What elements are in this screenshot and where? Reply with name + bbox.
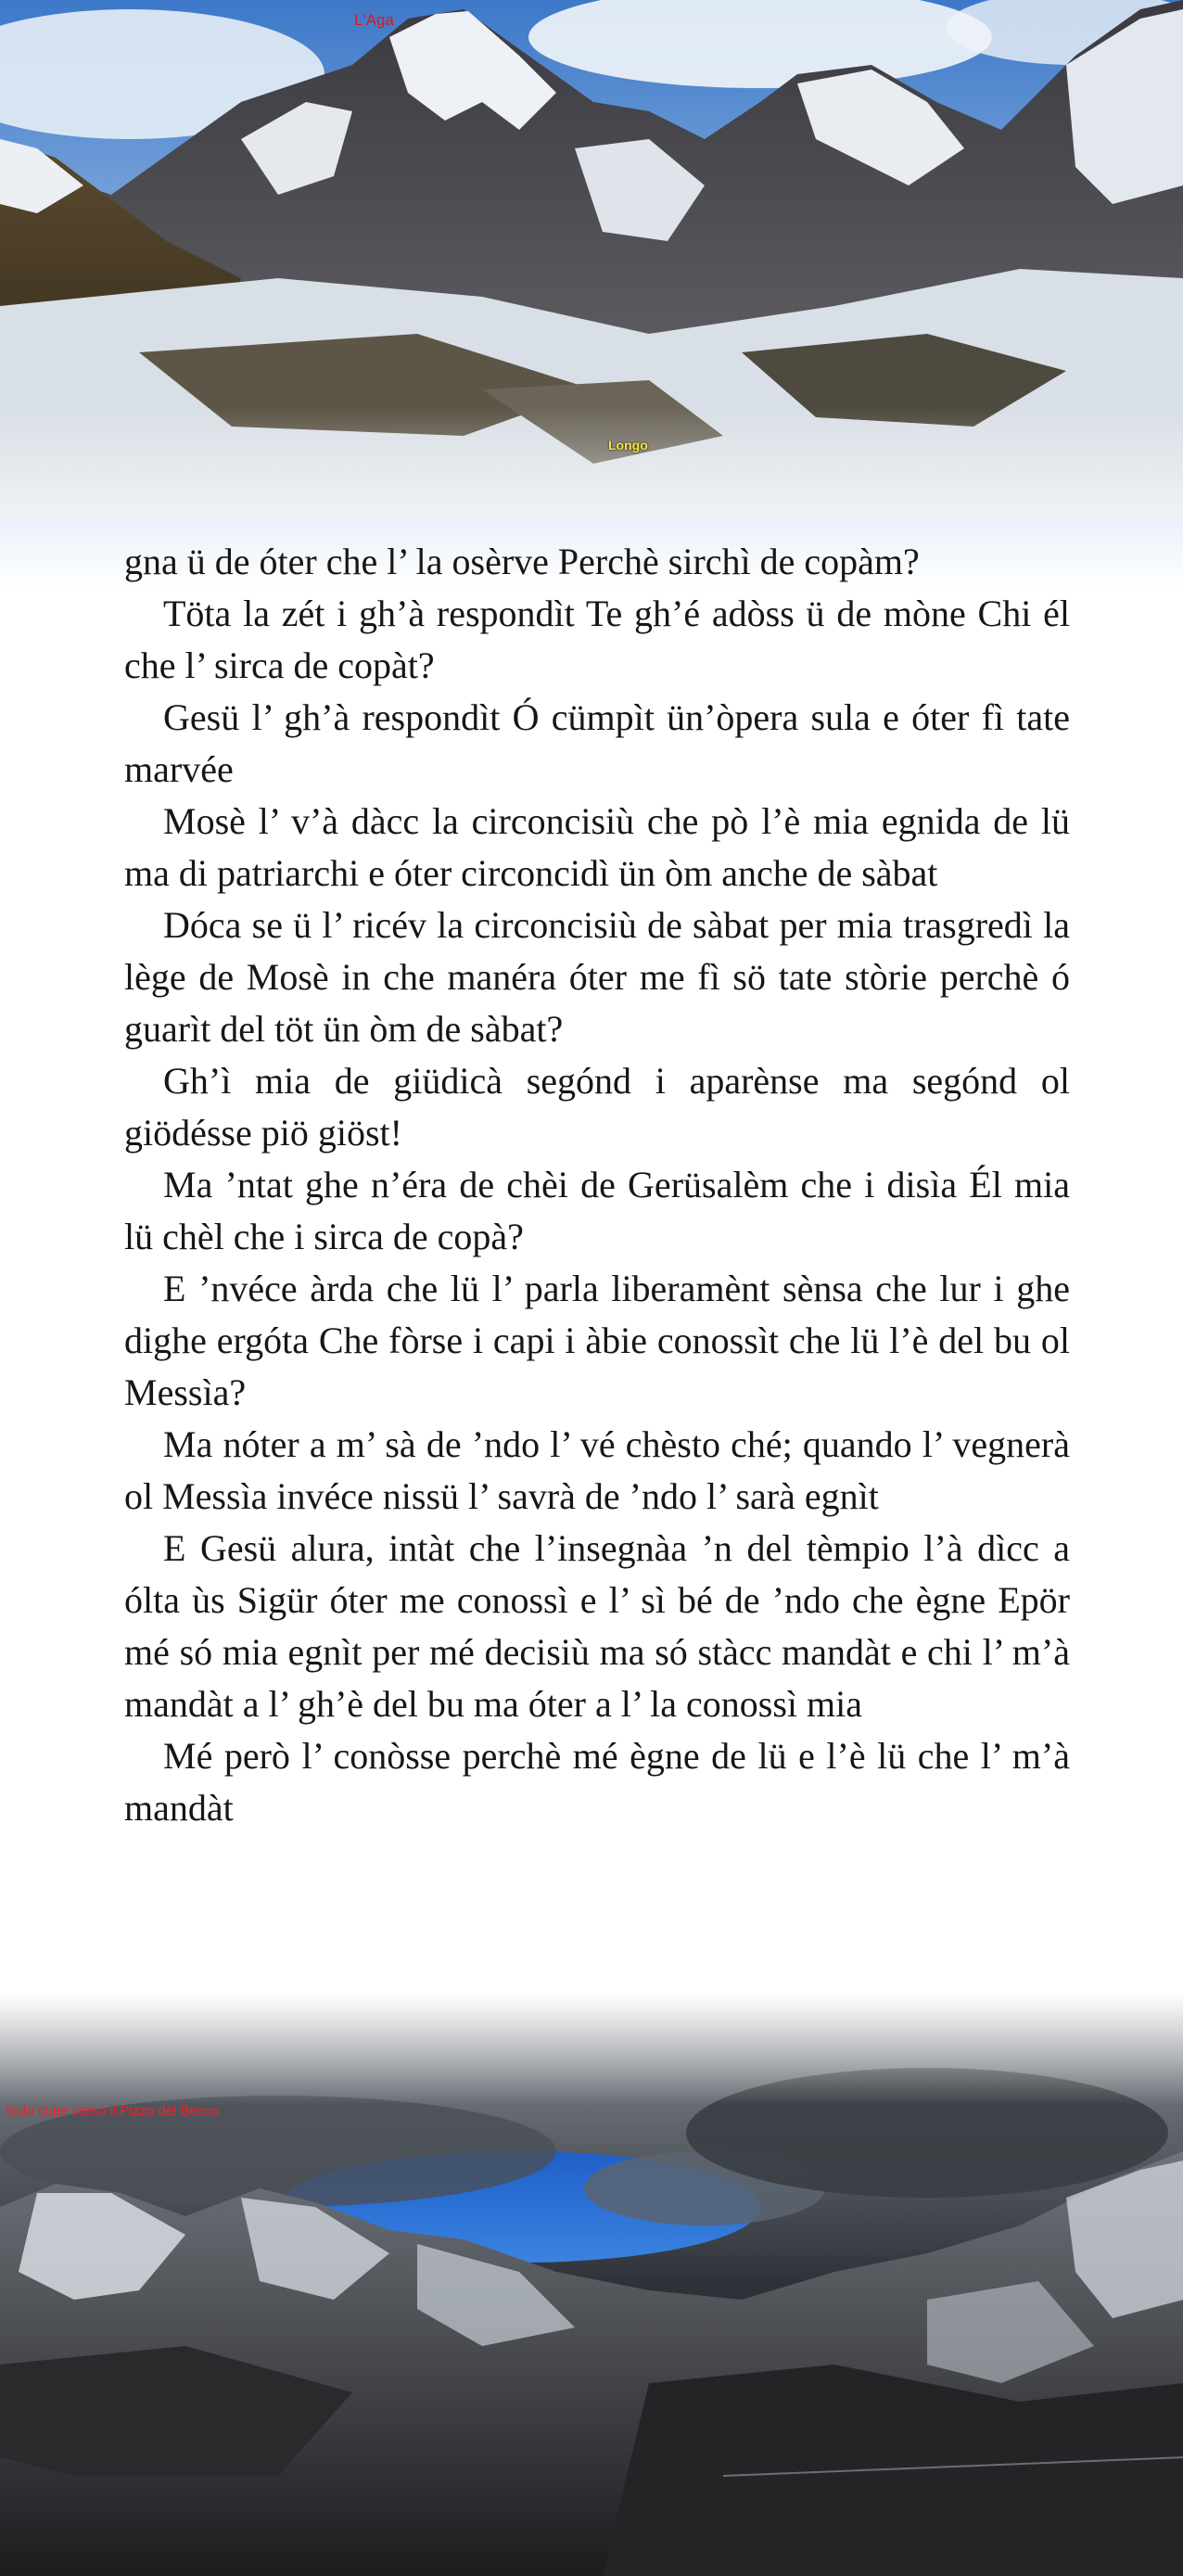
paragraph: Töta la zét i gh’à respondìt Te gh’é adòss ü de mòne Chi él che l’ sirca de copàt?	[124, 593, 1070, 686]
paragraph: Mé però l’ conòsse perchè mé ègne de lü e l’è lü che l’ m’à mandàt	[124, 1735, 1070, 1829]
paragraph: gna ü de óter che l’ la osèrve Perchè sirchì de copàm?	[124, 541, 920, 582]
paragraph: Gh’ì mia de giüdicà segónd i aparènse ma segónd ol giödésse piö giöst!	[124, 1060, 1070, 1154]
scripture-text	[124, 536, 1070, 1834]
paragraph: E ’nvéce àrda che lü l’ parla liberamènt sènsa che lur i ghe dighe ergóta Che fòrse i capi i àbie conossìt che lü l’è del bu ol Messìa?	[124, 1268, 1070, 1413]
photo-caption-peak: L'Aga	[354, 11, 394, 29]
paragraph: E Gesü alura, intàt che l’insegnàa ’n del tèmpio l’à dìcc a ólta ùs Sigür óter me conossì e l’ sì bé de ’ndo che ègne Epör mé só mia egnìt per mé decisiù ma só stàcc mandàt e chi l’ m’à mandàt a l’ gh’è del bu ma óter a l’ la conossì mia	[124, 1527, 1070, 1725]
paragraph: Dóca se ü l’ ricév la circoncisiù de sàbat per mia trasgredì la lège de Mosè in che manéra óter me fì sö tate stòrie perchè ó guarìt del töt ün òm de sàbat?	[124, 904, 1070, 1050]
photo-caption-place: Longo	[608, 438, 648, 453]
photo-caption-bottom: Nubi cupe verso il Pizzo del Becco	[6, 2103, 220, 2119]
paragraph: Ma nóter a m’ sà de ’ndo l’ vé chèsto ché; quando l’ vegnerà ol Messìa invéce nissü l’ savrà de ’ndo l’ sarà egnìt	[124, 1423, 1070, 1517]
paragraph: Gesü l’ gh’à respondìt Ó cümpìt ün’òpera sula e óter fì tate marvée	[124, 696, 1070, 790]
paragraph: Ma ’ntat ghe n’éra de chèi de Gerüsalèm che i disìa Él mia lü chèl che i sirca de copà?	[124, 1164, 1070, 1257]
bottom-mountain-photo	[0, 1994, 1183, 2576]
paragraph: Mosè l’ v’à dàcc la circoncisiù che pò l’è mia egnida de lü ma di patriarchi e óter circoncidì ün òm anche de sàbat	[124, 800, 1070, 894]
top-mountain-photo	[0, 0, 1183, 593]
